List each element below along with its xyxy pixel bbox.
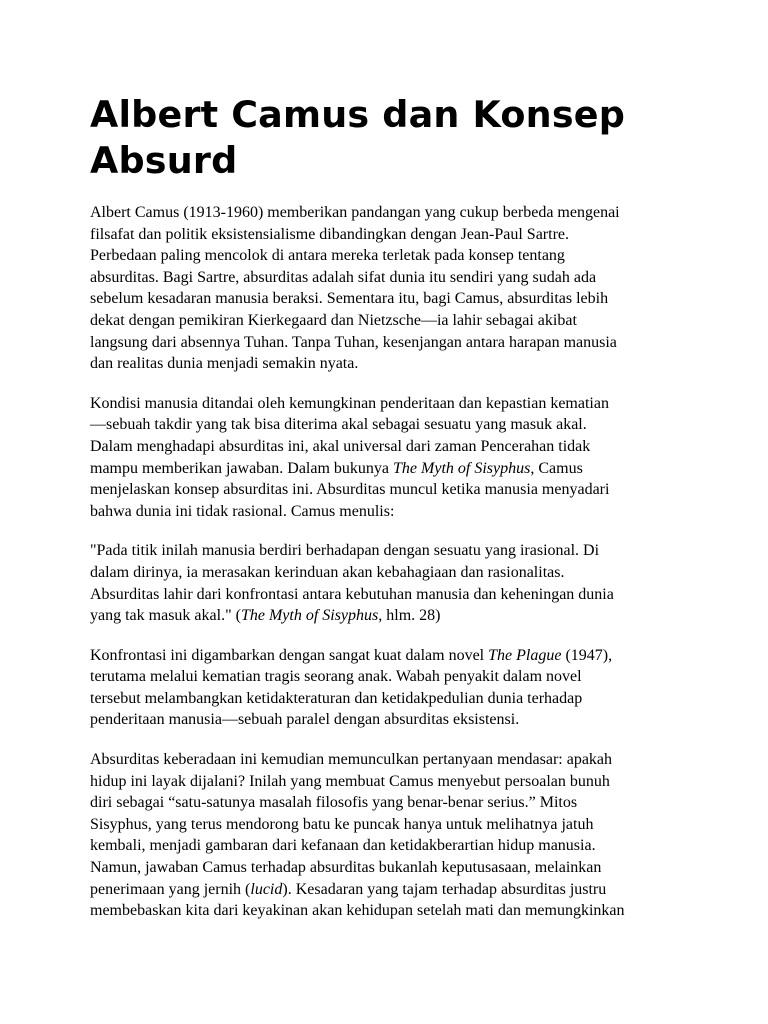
text-line: dekat dengan pemikiran Kierkegaard dan Nietzsche—ia lahir sebagai akibat xyxy=(90,311,577,329)
text-segment: ). Kesadaran yang tajam terhadap absurditas justru xyxy=(282,880,607,898)
text-line: absurditas. Bagi Sartre, absurditas adalah sifat dunia itu sendiri yang sudah ada xyxy=(90,268,597,286)
emphasis-term: lucid xyxy=(250,880,283,898)
text-line: penderitaan manusia—sebuah paralel dengan absurditas eksistensi. xyxy=(90,711,520,729)
text-segment: mampu memberikan jawaban. Dalam bukunya xyxy=(90,459,394,477)
text-line: dan realitas dunia menjadi semakin nyata. xyxy=(90,355,359,373)
book-title: The Plague xyxy=(488,646,562,664)
text-line: Absurditas keberadaan ini kemudian memunculkan pertanyaan mendasar: apakah xyxy=(90,751,613,769)
text-line: "Pada titik inilah manusia berdiri berhadapan dengan sesuatu yang irasional. Di xyxy=(90,542,600,560)
text-line: kembali, menjadi gambaran dari kefanaan dan ketidakberartian hidup manusia. xyxy=(90,837,596,855)
text-line: —sebuah takdir yang tak bisa diterima akal sebagai sesuatu yang masuk akal. xyxy=(90,416,587,434)
page-title xyxy=(90,92,690,184)
text-line xyxy=(90,645,690,667)
text-line: terutama melalui kematian tragis seorang anak. Wabah penyakit dalam novel xyxy=(90,668,582,686)
text-line: membebaskan kita dari keyakinan akan kehidupan setelah mati dan memungkinkan xyxy=(90,902,625,920)
title-line: Albert Camus dan Konsep xyxy=(90,93,626,136)
book-title: The Myth of Sisyphus xyxy=(393,459,531,477)
text-line: Dalam menghadapi absurditas ini, akal universal dari zaman Pencerahan tidak xyxy=(90,437,591,455)
text-line: sebelum kesadaran manusia beraksi. Sementara itu, bagi Camus, absurditas lebih xyxy=(90,290,609,308)
paragraph-4 xyxy=(90,645,690,731)
quote-paragraph xyxy=(90,540,690,626)
text-line: tersebut melambangkan ketidakteraturan dan ketidakpedulian dunia terhadap xyxy=(90,689,583,707)
book-title: The Myth of Sisyphus xyxy=(240,607,379,625)
text-line: Kondisi manusia ditandai oleh kemungkinan penderitaan dan kepastian kematian xyxy=(90,394,609,412)
text-segment: , hlm. 28) xyxy=(378,607,441,625)
text-line: diri sebagai “satu-satunya masalah filosofis yang benar-benar serius.” Mitos xyxy=(90,794,578,812)
title-line: Absurd xyxy=(90,139,238,182)
text-segment: penerimaan yang jernih ( xyxy=(90,880,251,898)
text-line: Namun, jawaban Camus terhadap absurditas bukanlah keputusasaan, melainkan xyxy=(90,859,602,877)
text-line: Albert Camus (1913-1960) memberikan pandangan yang cukup berbeda mengenai xyxy=(90,204,620,221)
text-line: langsung dari absennya Tuhan. Tanpa Tuhan, kesenjangan antara harapan manusia xyxy=(90,333,617,351)
text-line: menjelaskan konsep absurditas ini. Absurditas muncul ketika manusia menyadari xyxy=(90,481,610,499)
text-segment: Konfrontasi ini digambarkan dengan sangat kuat dalam novel xyxy=(90,646,489,664)
text-line: Perbedaan paling mencolok di antara mereka terletak pada konsep tentang xyxy=(90,247,565,265)
text-line xyxy=(90,605,690,627)
paragraph-2 xyxy=(90,393,690,523)
paragraph-1 xyxy=(90,202,690,375)
text-segment: (1947), xyxy=(561,646,613,664)
document-page xyxy=(90,92,690,922)
text-line: Sisyphus, yang terus mendorong batu ke puncak hanya untuk melihatnya jatuh xyxy=(90,815,594,833)
paragraph-5 xyxy=(90,749,690,922)
text-line: bahwa dunia ini tidak rasional. Camus menulis: xyxy=(90,502,395,520)
text-line xyxy=(90,458,690,480)
text-line xyxy=(90,879,690,901)
text-segment: , Camus xyxy=(530,459,583,477)
text-line: Absurditas lahir dari konfrontasi antara kebutuhan manusia dan keheningan dunia xyxy=(90,585,614,603)
text-line: filsafat dan politik eksistensialisme dibandingkan dengan Jean-Paul Sartre. xyxy=(90,225,569,243)
text-line: dalam dirinya, ia merasakan kerinduan akan kebahagiaan dan rasionalitas. xyxy=(90,563,565,581)
text-segment: yang tak masuk akal." ( xyxy=(90,607,241,625)
text-line: hidup ini layak dijalani? Inilah yang membuat Camus menyebut persoalan bunuh xyxy=(90,772,610,790)
